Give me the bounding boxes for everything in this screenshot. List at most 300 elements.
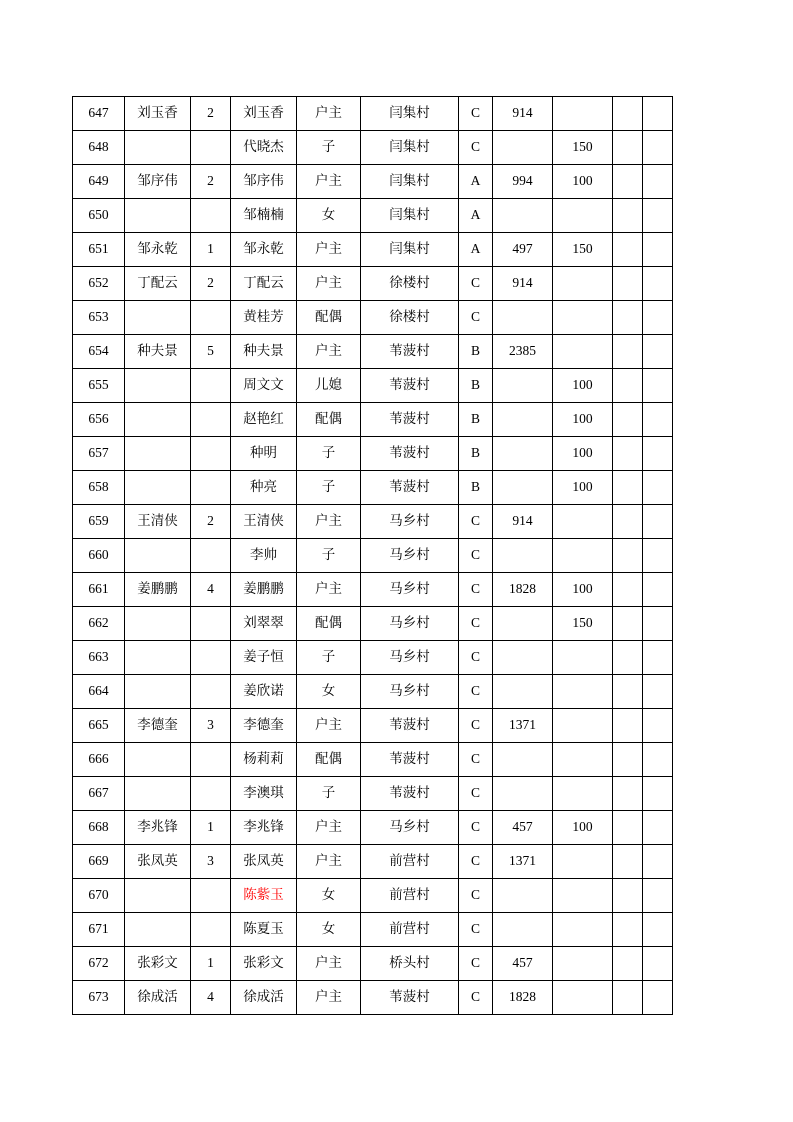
row-extra2 — [643, 199, 673, 233]
row-amount1 — [493, 675, 553, 709]
row-seq: 649 — [73, 165, 125, 199]
row-household — [125, 913, 191, 947]
table-row — [73, 335, 673, 369]
row-count — [191, 437, 231, 471]
row-type: C — [459, 981, 493, 1015]
row-amount2 — [553, 267, 613, 301]
row-seq: 654 — [73, 335, 125, 369]
row-extra2 — [643, 879, 673, 913]
roster-table-body — [73, 97, 673, 1015]
row-amount2 — [553, 845, 613, 879]
row-type: C — [459, 913, 493, 947]
row-household — [125, 301, 191, 335]
row-household: 徐成活 — [125, 981, 191, 1015]
row-count — [191, 879, 231, 913]
row-seq: 647 — [73, 97, 125, 131]
row-seq: 673 — [73, 981, 125, 1015]
row-type: C — [459, 505, 493, 539]
row-amount2: 100 — [553, 811, 613, 845]
row-household — [125, 403, 191, 437]
row-amount2 — [553, 335, 613, 369]
row-amount2 — [553, 199, 613, 233]
row-village: 闫集村 — [361, 165, 459, 199]
row-count: 2 — [191, 97, 231, 131]
row-count: 3 — [191, 709, 231, 743]
row-village: 马乡村 — [361, 607, 459, 641]
row-amount1: 1828 — [493, 981, 553, 1015]
row-household: 邹序伟 — [125, 165, 191, 199]
row-village: 马乡村 — [361, 675, 459, 709]
row-seq: 653 — [73, 301, 125, 335]
row-name: 种明 — [231, 437, 297, 471]
row-village: 马乡村 — [361, 539, 459, 573]
row-extra1 — [613, 845, 643, 879]
row-relation: 户主 — [297, 233, 361, 267]
table-row — [73, 777, 673, 811]
row-type: B — [459, 471, 493, 505]
row-extra1 — [613, 913, 643, 947]
row-name: 李兆锋 — [231, 811, 297, 845]
row-household: 邹永乾 — [125, 233, 191, 267]
row-amount1 — [493, 199, 553, 233]
row-seq: 658 — [73, 471, 125, 505]
row-household — [125, 471, 191, 505]
row-relation: 子 — [297, 539, 361, 573]
row-amount2 — [553, 981, 613, 1015]
row-name: 张凤英 — [231, 845, 297, 879]
row-village: 苇菠村 — [361, 743, 459, 777]
row-village: 马乡村 — [361, 641, 459, 675]
row-type: C — [459, 607, 493, 641]
row-seq: 660 — [73, 539, 125, 573]
table-row — [73, 97, 673, 131]
row-village: 苇菠村 — [361, 437, 459, 471]
row-extra2 — [643, 743, 673, 777]
row-amount1 — [493, 131, 553, 165]
row-amount1 — [493, 879, 553, 913]
row-village: 苇菠村 — [361, 471, 459, 505]
row-relation: 户主 — [297, 97, 361, 131]
row-amount2: 100 — [553, 403, 613, 437]
row-extra2 — [643, 437, 673, 471]
row-amount1: 457 — [493, 811, 553, 845]
row-type: C — [459, 743, 493, 777]
row-name: 种亮 — [231, 471, 297, 505]
row-household: 张凤英 — [125, 845, 191, 879]
row-extra2 — [643, 709, 673, 743]
row-extra1 — [613, 131, 643, 165]
row-extra1 — [613, 777, 643, 811]
row-extra1 — [613, 539, 643, 573]
row-extra1 — [613, 437, 643, 471]
row-household — [125, 743, 191, 777]
table-row — [73, 675, 673, 709]
row-relation: 子 — [297, 437, 361, 471]
row-extra2 — [643, 131, 673, 165]
row-name: 周文文 — [231, 369, 297, 403]
row-village: 徐楼村 — [361, 301, 459, 335]
row-extra2 — [643, 981, 673, 1015]
row-extra1 — [613, 335, 643, 369]
row-seq: 655 — [73, 369, 125, 403]
row-amount2 — [553, 505, 613, 539]
row-amount2: 150 — [553, 607, 613, 641]
row-extra2 — [643, 675, 673, 709]
row-count — [191, 641, 231, 675]
row-relation: 子 — [297, 471, 361, 505]
row-seq: 661 — [73, 573, 125, 607]
row-relation: 户主 — [297, 845, 361, 879]
row-name: 王清侠 — [231, 505, 297, 539]
row-amount2 — [553, 301, 613, 335]
row-household — [125, 437, 191, 471]
row-amount2: 150 — [553, 131, 613, 165]
row-extra2 — [643, 845, 673, 879]
row-name: 张彩文 — [231, 947, 297, 981]
row-seq: 669 — [73, 845, 125, 879]
row-relation: 女 — [297, 913, 361, 947]
row-type: C — [459, 675, 493, 709]
row-village: 苇菠村 — [361, 403, 459, 437]
row-type: A — [459, 165, 493, 199]
row-extra2 — [643, 811, 673, 845]
row-amount1: 1371 — [493, 709, 553, 743]
table-row — [73, 471, 673, 505]
row-seq: 650 — [73, 199, 125, 233]
row-relation: 户主 — [297, 335, 361, 369]
row-relation: 户主 — [297, 505, 361, 539]
row-amount2: 150 — [553, 233, 613, 267]
row-extra2 — [643, 369, 673, 403]
row-household: 姜鹏鹏 — [125, 573, 191, 607]
row-amount2 — [553, 641, 613, 675]
row-count — [191, 675, 231, 709]
row-count — [191, 301, 231, 335]
row-type: C — [459, 709, 493, 743]
row-type: C — [459, 777, 493, 811]
row-seq: 664 — [73, 675, 125, 709]
row-extra2 — [643, 573, 673, 607]
row-name: 赵艳红 — [231, 403, 297, 437]
row-extra2 — [643, 947, 673, 981]
row-type: C — [459, 879, 493, 913]
row-village: 苇菠村 — [361, 981, 459, 1015]
row-amount1 — [493, 301, 553, 335]
row-name: 邹楠楠 — [231, 199, 297, 233]
row-household: 王清侠 — [125, 505, 191, 539]
row-name: 邹序伟 — [231, 165, 297, 199]
row-count — [191, 403, 231, 437]
row-village: 前营村 — [361, 913, 459, 947]
row-seq: 665 — [73, 709, 125, 743]
row-household: 刘玉香 — [125, 97, 191, 131]
row-type: C — [459, 97, 493, 131]
row-count — [191, 131, 231, 165]
row-relation: 配偶 — [297, 403, 361, 437]
row-extra1 — [613, 573, 643, 607]
row-count: 2 — [191, 505, 231, 539]
row-relation: 女 — [297, 199, 361, 233]
row-amount1: 497 — [493, 233, 553, 267]
table-row — [73, 981, 673, 1015]
row-count: 2 — [191, 165, 231, 199]
row-extra2 — [643, 233, 673, 267]
row-name: 姜欣诺 — [231, 675, 297, 709]
row-type: C — [459, 267, 493, 301]
table-row — [73, 131, 673, 165]
row-relation: 子 — [297, 641, 361, 675]
row-type: C — [459, 641, 493, 675]
roster-table-container — [72, 96, 672, 1015]
row-household: 张彩文 — [125, 947, 191, 981]
table-row — [73, 199, 673, 233]
table-row — [73, 369, 673, 403]
row-amount1: 914 — [493, 97, 553, 131]
row-extra2 — [643, 471, 673, 505]
table-row — [73, 437, 673, 471]
table-row — [73, 505, 673, 539]
table-row — [73, 743, 673, 777]
row-type: C — [459, 539, 493, 573]
row-count: 1 — [191, 947, 231, 981]
row-relation: 配偶 — [297, 607, 361, 641]
table-row — [73, 301, 673, 335]
row-name: 徐成活 — [231, 981, 297, 1015]
row-seq: 671 — [73, 913, 125, 947]
row-household — [125, 777, 191, 811]
row-extra1 — [613, 301, 643, 335]
row-amount1 — [493, 777, 553, 811]
row-amount1 — [493, 403, 553, 437]
row-extra2 — [643, 641, 673, 675]
row-seq: 648 — [73, 131, 125, 165]
row-amount2: 100 — [553, 437, 613, 471]
row-extra2 — [643, 335, 673, 369]
row-extra2 — [643, 267, 673, 301]
row-household: 李德奎 — [125, 709, 191, 743]
row-name: 刘翠翠 — [231, 607, 297, 641]
row-amount2 — [553, 675, 613, 709]
row-amount2 — [553, 879, 613, 913]
row-type: B — [459, 335, 493, 369]
row-seq: 663 — [73, 641, 125, 675]
row-extra1 — [613, 165, 643, 199]
row-household — [125, 879, 191, 913]
row-name: 刘玉香 — [231, 97, 297, 131]
row-household: 丁配云 — [125, 267, 191, 301]
row-village: 苇菠村 — [361, 369, 459, 403]
row-amount2 — [553, 777, 613, 811]
row-name: 李澳琪 — [231, 777, 297, 811]
row-amount2 — [553, 539, 613, 573]
row-amount2 — [553, 97, 613, 131]
table-row — [73, 947, 673, 981]
row-household — [125, 675, 191, 709]
row-extra1 — [613, 879, 643, 913]
row-extra2 — [643, 403, 673, 437]
row-type: C — [459, 947, 493, 981]
row-count: 1 — [191, 233, 231, 267]
row-amount1 — [493, 641, 553, 675]
row-extra1 — [613, 97, 643, 131]
row-extra1 — [613, 709, 643, 743]
table-row — [73, 165, 673, 199]
row-amount1: 1371 — [493, 845, 553, 879]
row-extra1 — [613, 947, 643, 981]
row-amount1 — [493, 607, 553, 641]
row-relation: 女 — [297, 879, 361, 913]
row-amount1: 914 — [493, 267, 553, 301]
row-relation: 户主 — [297, 981, 361, 1015]
row-type: C — [459, 845, 493, 879]
row-count — [191, 539, 231, 573]
row-count — [191, 199, 231, 233]
row-amount2: 100 — [553, 165, 613, 199]
row-extra1 — [613, 471, 643, 505]
row-extra1 — [613, 403, 643, 437]
row-count — [191, 777, 231, 811]
row-seq: 651 — [73, 233, 125, 267]
row-type: C — [459, 301, 493, 335]
row-extra1 — [613, 267, 643, 301]
row-count — [191, 743, 231, 777]
row-seq: 667 — [73, 777, 125, 811]
table-row — [73, 573, 673, 607]
row-relation: 子 — [297, 131, 361, 165]
table-row — [73, 845, 673, 879]
row-extra2 — [643, 913, 673, 947]
row-amount1 — [493, 369, 553, 403]
row-name: 李帅 — [231, 539, 297, 573]
row-relation: 配偶 — [297, 743, 361, 777]
row-extra1 — [613, 675, 643, 709]
row-name: 邹永乾 — [231, 233, 297, 267]
row-count: 3 — [191, 845, 231, 879]
row-amount2: 100 — [553, 369, 613, 403]
row-amount1 — [493, 743, 553, 777]
row-extra2 — [643, 97, 673, 131]
row-extra2 — [643, 777, 673, 811]
row-extra1 — [613, 641, 643, 675]
row-type: C — [459, 573, 493, 607]
row-extra2 — [643, 607, 673, 641]
row-type: B — [459, 369, 493, 403]
row-village: 闫集村 — [361, 97, 459, 131]
row-amount2 — [553, 743, 613, 777]
row-seq: 670 — [73, 879, 125, 913]
row-seq: 656 — [73, 403, 125, 437]
row-relation: 户主 — [297, 165, 361, 199]
row-type: A — [459, 233, 493, 267]
row-seq: 652 — [73, 267, 125, 301]
table-row — [73, 539, 673, 573]
table-row — [73, 641, 673, 675]
row-relation: 儿媳 — [297, 369, 361, 403]
row-amount1: 994 — [493, 165, 553, 199]
row-household: 种夫景 — [125, 335, 191, 369]
row-extra1 — [613, 811, 643, 845]
row-seq: 672 — [73, 947, 125, 981]
row-amount1: 457 — [493, 947, 553, 981]
table-row — [73, 233, 673, 267]
row-type: C — [459, 131, 493, 165]
row-relation: 户主 — [297, 811, 361, 845]
row-village: 苇菠村 — [361, 335, 459, 369]
row-count: 2 — [191, 267, 231, 301]
row-household — [125, 131, 191, 165]
row-village: 苇菠村 — [361, 777, 459, 811]
row-count — [191, 369, 231, 403]
row-extra1 — [613, 743, 643, 777]
row-name: 代晓杰 — [231, 131, 297, 165]
row-type: B — [459, 403, 493, 437]
row-village: 马乡村 — [361, 573, 459, 607]
row-name: 种夫景 — [231, 335, 297, 369]
row-name: 陈紫玉 — [231, 879, 297, 913]
row-village: 前营村 — [361, 845, 459, 879]
row-count: 5 — [191, 335, 231, 369]
row-amount1 — [493, 539, 553, 573]
row-count — [191, 913, 231, 947]
table-row — [73, 267, 673, 301]
row-name: 杨莉莉 — [231, 743, 297, 777]
row-amount1: 1828 — [493, 573, 553, 607]
row-amount2: 100 — [553, 471, 613, 505]
table-row — [73, 811, 673, 845]
row-name: 姜子恒 — [231, 641, 297, 675]
row-seq: 668 — [73, 811, 125, 845]
row-village: 马乡村 — [361, 811, 459, 845]
row-village: 闫集村 — [361, 199, 459, 233]
row-amount1 — [493, 437, 553, 471]
table-row — [73, 913, 673, 947]
table-row — [73, 709, 673, 743]
row-extra1 — [613, 199, 643, 233]
row-count: 4 — [191, 573, 231, 607]
row-seq: 659 — [73, 505, 125, 539]
row-household — [125, 199, 191, 233]
row-relation: 女 — [297, 675, 361, 709]
row-name: 陈夏玉 — [231, 913, 297, 947]
row-relation: 配偶 — [297, 301, 361, 335]
row-village: 马乡村 — [361, 505, 459, 539]
table-row — [73, 607, 673, 641]
row-extra2 — [643, 505, 673, 539]
row-count: 4 — [191, 981, 231, 1015]
row-count: 1 — [191, 811, 231, 845]
table-row — [73, 879, 673, 913]
row-amount1 — [493, 471, 553, 505]
row-village: 桥头村 — [361, 947, 459, 981]
row-household — [125, 539, 191, 573]
row-type: C — [459, 811, 493, 845]
table-row — [73, 403, 673, 437]
row-seq: 662 — [73, 607, 125, 641]
row-extra1 — [613, 981, 643, 1015]
row-amount1 — [493, 913, 553, 947]
row-amount1: 2385 — [493, 335, 553, 369]
row-name: 丁配云 — [231, 267, 297, 301]
row-extra2 — [643, 301, 673, 335]
row-amount2 — [553, 709, 613, 743]
row-household — [125, 607, 191, 641]
row-village: 闫集村 — [361, 131, 459, 165]
row-village: 闫集村 — [361, 233, 459, 267]
row-village: 徐楼村 — [361, 267, 459, 301]
row-seq: 657 — [73, 437, 125, 471]
row-type: B — [459, 437, 493, 471]
row-extra1 — [613, 607, 643, 641]
